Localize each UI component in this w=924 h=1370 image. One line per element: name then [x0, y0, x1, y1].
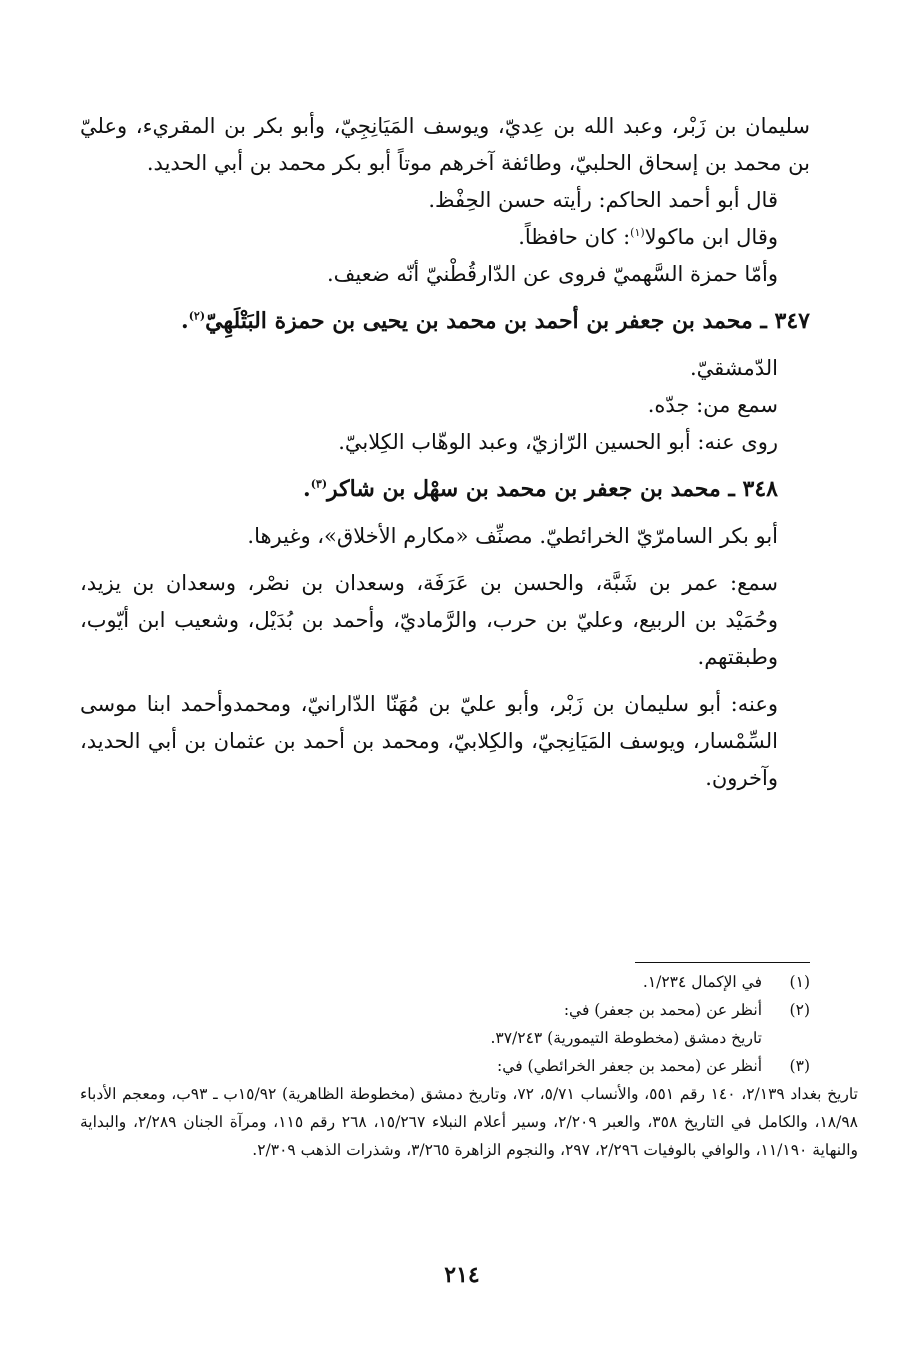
- entry-347-title: ـ محمد بن جعفر بن أحمد بن محمد بن يحيى بن حمزة البَتْلَهِيّ: [205, 308, 767, 334]
- footnote-number: (١): [789, 973, 810, 991]
- footnote-line: تاريخ دمشق (مخطوطة التيمورية) ٣٧/٢٤٣.: [490, 1029, 762, 1047]
- entry-348-number: ٣٤٨: [742, 476, 778, 502]
- footnote-1: [80, 968, 810, 996]
- footnote-body: [80, 968, 762, 996]
- footnote-body: [80, 1080, 858, 1164]
- entry-348-title: ـ محمد بن جعفر بن محمد بن سهْل بن شاكر: [327, 476, 735, 502]
- main-text: [80, 108, 810, 797]
- entry-348-heading: ٣٤٨ ـ محمد بن جعفر بن محمد بن سهْل بن شاكر$^{(٣)}$.: [303, 476, 778, 502]
- footnote-body: [80, 996, 762, 1052]
- footnote-3-continued: [80, 1080, 858, 1164]
- footnote-separator: [635, 962, 810, 963]
- entry-348-heard-from: سمع: عمر بن شَبَّة، والحسن بن عَرَفَة، وسعدان بن نصْر، وسعدان بن يزيد، وحُمَيْد بن الربيع، وعليّ بن حرب، والرَّماديّ، وأحمد بن بُدَيْل، وشعيب ابن أيّوب، وطبقتهم.: [80, 571, 778, 669]
- entry-347-number: ٣٤٧: [774, 308, 810, 334]
- entry-347-nisba: الدّمشقيّ.: [689, 356, 778, 380]
- footnote-ref-3: (٣): [310, 477, 328, 491]
- page-number: ٢١٤: [444, 1262, 480, 1288]
- footnote-line: أنظر عن (محمد بن جعفر) في:: [563, 1001, 762, 1019]
- footnote-body: [80, 1052, 762, 1080]
- entry-347-narrators: روى عنه: أبو الحسين الرّازيّ، وعبد الوهّاب الكِلابيّ.: [338, 430, 778, 454]
- footnote-3: [80, 1052, 810, 1080]
- footnote-line: في الإكمال ١/٢٣٤.: [642, 973, 762, 991]
- entry-347-heading: ٣٤٧ ـ محمد بن جعفر بن أحمد بن محمد بن يحيى بن حمزة البَتْلَهِيّ$^{(٢)}$.: [181, 308, 810, 334]
- ibn-makula-text-end: : كان حافظاً.: [518, 225, 631, 249]
- footnotes: [80, 968, 858, 1164]
- footnote-2: [80, 996, 810, 1052]
- paragraph-ibn-makula-quote: [80, 219, 810, 256]
- footnote-number: (٣): [789, 1057, 810, 1075]
- footnote-line: أنظر عن (محمد بن جعفر الخرائطي) في:: [497, 1057, 762, 1075]
- entry-348-narrators: وعنه: أبو سليمان بن زَبْر، وأبو عليّ بن مُهَنّا الدّارانيّ، ومحمدوأحمد ابنا موسى السِّمْسار، ويوسف المَيَانِجيّ، والكِلابيّ، ومحمد بن أحمد بن عثمان بن أبي الحديد، وآخرون.: [80, 692, 778, 790]
- footnote-number: (٢): [789, 1001, 810, 1019]
- entry-347-heard-from: سمع من: جدّه.: [647, 393, 778, 417]
- ibn-makula-text: وقال ابن ماكولا: [644, 225, 778, 249]
- paragraph-teachers-continued: سليمان بن زَبْر، وعبد الله بن عِديّ، ويوسف المَيَانِجِيّ، وأبو بكر بن المقريء، وعليّ بن محمد بن إسحاق الحلبيّ، وطائفة آخرهم موتاً أبو بكر محمد بن أبي الحديد.: [80, 114, 810, 175]
- footnote-ref-2: (٢): [188, 309, 206, 323]
- entry-348-description: أبو بكر السامرّيّ الخرائطيّ. مصنِّف «مكارم الأخلاق»، وغيرها.: [247, 524, 778, 548]
- paragraph-sahmi-quote: وأمّا حمزة السَّهميّ فروى عن الدّارقُطْنيّ أنّه ضعيف.: [326, 262, 778, 286]
- footnote-ref-1: (١): [630, 226, 645, 239]
- paragraph-hakim-quote: قال أبو أحمد الحاكم: رأيته حسن الحِفْظ.: [428, 188, 778, 212]
- footnote-line: تاريخ بغداد ٢/١٣٩، ١٤٠ رقم ٥٥١، والأنساب ٥/٧١، ٧٢، وتاريخ دمشق (مخطوطة الظاهرية) ١٥/٩٢ب ـ ٩٣ب، ومعجم الأدباء ١٨/٩٨، والكامل في التاريخ ٣٥٨، والعبر ٢/٢٠٩، وسير أعلام النبلاء ١٥/٢٦٧، ٢٦٨ رقم ١١٥، ومرآة الجنان ٢/٢٨٩، والبداية والنهاية ١١/١٩٠، والوافي بالوفيات ٢/٢٩٦، ٢٩٧، والنجوم الزاهرة ٣/٢٦٥، وشذرات الذهب ٢/٣٠٩.: [80, 1085, 858, 1159]
